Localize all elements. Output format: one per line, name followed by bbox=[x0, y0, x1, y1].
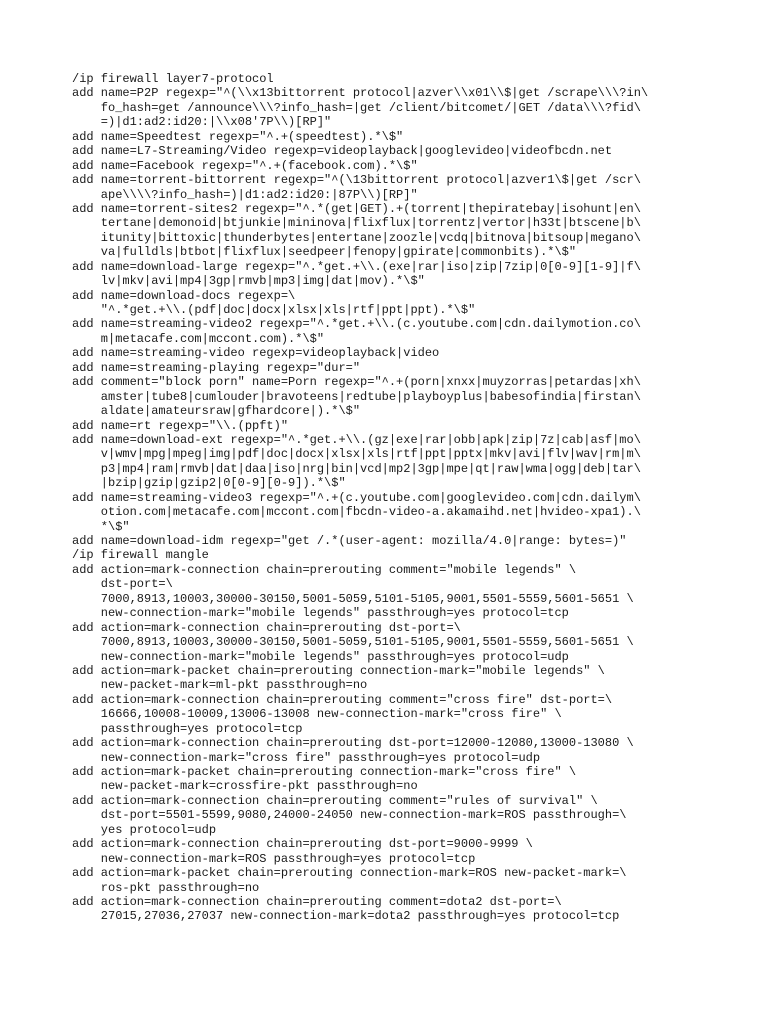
code-line: add name=download-docs regexp=\ bbox=[72, 288, 296, 303]
code-line: add action=mark-connection chain=prerouting dst-port=12000-12080,13000-13080 \ bbox=[72, 736, 634, 751]
code-line: /ip firewall mangle bbox=[72, 548, 209, 563]
code-line: ape\\\\?info_hash=)|d1:ad2:id20:|87P\\)[RP]" bbox=[72, 187, 418, 202]
code-line: add action=mark-connection chain=prerouting dst-port=9000-9999 \ bbox=[72, 837, 533, 852]
code-line: add name=download-idm regexp="get /.*(user-agent: mozilla/4.0|range: bytes=)" bbox=[72, 534, 627, 548]
code-line: 16666,10008-10009,13006-13008 new-connection-mark="cross fire" \ bbox=[72, 707, 562, 722]
code-line: add name=download-large regexp="^.*get.+\\.(exe|rar|iso|zip|7zip|0[0-9][1-9]|f\ bbox=[72, 259, 641, 274]
code-line: va|fulldls|btbot|flixflux|seedpeer|fenopy|gpirate|commonbits).*\$" bbox=[72, 245, 577, 260]
code-line: add name=streaming-video3 regexp="^.+(c.youtube.com|googlevideo.com|cdn.dailym\ bbox=[72, 490, 641, 505]
code-line: add name=streaming-video2 regexp="^.*get.+\\.(c.youtube.com|cdn.dailymotion.co\ bbox=[72, 317, 641, 332]
code-line: add name=streaming-playing regexp="dur=" bbox=[72, 360, 361, 375]
code-line: lv|mkv|avi|mp4|3gp|rmvb|mp3|img|dat|mov).*\$" bbox=[72, 274, 425, 289]
code-line: add name=P2P regexp="^(\\x13bittorrent protocol|azver\\x01\\$|get /scrape\\\?in\ bbox=[72, 86, 649, 101]
code-line: add name=torrent-bittorrent regexp="^(\13bittorrent protocol|azver1\$|get /scr\ bbox=[72, 173, 641, 188]
code-line: yes protocol=udp bbox=[72, 822, 217, 837]
code-line: m|metacafe.com|mccont.com).*\$" bbox=[72, 331, 325, 346]
code-line: /ip firewall layer7-protocol bbox=[72, 72, 274, 86]
code-line: 27015,27036,27037 new-connection-mark=dota2 passthrough=yes protocol=tcp bbox=[72, 909, 620, 924]
code-line: itunity|bittoxic|thunderbytes|entertane|zoozle|vcdq|bitnova|bitsoup|megano\ bbox=[72, 230, 641, 245]
code-line: add action=mark-connection chain=prerouting comment="rules of survival" \ bbox=[72, 793, 598, 808]
code-line: new-connection-mark="cross fire" passthrough=yes protocol=udp bbox=[72, 750, 541, 765]
code-line: add action=mark-connection chain=prerouting dst-port=\ bbox=[72, 620, 461, 635]
code-line: add name=download-ext regexp="^.*get.+\\.(gz|exe|rar|obb|apk|zip|7z|cab|asf|mo\ bbox=[72, 432, 641, 447]
config-code-block bbox=[72, 72, 672, 924]
code-line: new-connection-mark=ROS passthrough=yes protocol=tcp bbox=[72, 851, 476, 866]
code-line: add name=Speedtest regexp="^.+(speedtest).*\$" bbox=[72, 129, 404, 144]
code-line: add action=mark-packet chain=prerouting connection-mark=ROS new-packet-mark=\ bbox=[72, 866, 627, 881]
code-line: new-packet-mark=crossfire-pkt passthrough=no bbox=[72, 779, 418, 794]
code-line: "^.*get.+\\.(pdf|doc|docx|xlsx|xls|rtf|ppt|ppt).*\$" bbox=[72, 303, 476, 317]
code-line: add name=streaming-video regexp=videoplayback|video bbox=[72, 346, 440, 361]
code-line: new-connection-mark="mobile legends" passthrough=yes protocol=tcp bbox=[72, 606, 569, 621]
code-line: add name=torrent-sites2 regexp="^.*(get|GET).+(torrent|thepiratebay|isohunt|en\ bbox=[72, 201, 641, 216]
code-line: add action=mark-packet chain=prerouting connection-mark="cross fire" \ bbox=[72, 765, 577, 779]
code-line: new-packet-mark=ml-pkt passthrough=no bbox=[72, 678, 368, 693]
code-line: *\$" bbox=[72, 519, 130, 534]
code-line: aldate|amateursraw|gfhardcore|).*\$" bbox=[72, 404, 361, 419]
code-line: fo_hash=get /announce\\\?info_hash=|get /client/bitcomet/|GET /data\\\?fid\ bbox=[72, 100, 641, 115]
code-line: add action=mark-connection chain=prerouting comment=dota2 dst-port=\ bbox=[72, 894, 562, 909]
code-line: passthrough=yes protocol=tcp bbox=[72, 721, 303, 736]
code-line: v|wmv|mpg|mpeg|img|pdf|doc|docx|xlsx|xls|rtf|ppt|pptx|mkv|avi|flv|wav|rm|m\ bbox=[72, 447, 641, 462]
code-line: |bzip|gzip|gzip2|0[0-9][0-9]).*\$" bbox=[72, 476, 346, 491]
code-line: 7000,8913,10003,30000-30150,5001-5059,5101-5105,9001,5501-5559,5601-5651 \ bbox=[72, 635, 634, 650]
code-line: otion.com|metacafe.com|mccont.com|fbcdn-video-a.akamaihd.net|hvideo-xpa1).\ bbox=[72, 505, 641, 520]
code-line: add action=mark-connection chain=prerouting comment="cross fire" dst-port=\ bbox=[72, 692, 613, 707]
code-line: tertane|demonoid|btjunkie|mininova|flixflux|torrentz|vertor|h33t|btscene|b\ bbox=[72, 216, 641, 231]
code-line: 7000,8913,10003,30000-30150,5001-5059,5101-5105,9001,5501-5559,5601-5651 \ bbox=[72, 591, 634, 606]
code-line: new-connection-mark="mobile legends" passthrough=yes protocol=udp bbox=[72, 649, 569, 664]
code-line: =)|d1:ad2:id20:|\\x08'7P\\)[RP]" bbox=[72, 115, 332, 130]
code-line: p3|mp4|ram|rmvb|dat|daa|iso|nrg|bin|vcd|mp2|3gp|mpe|qt|raw|wma|ogg|deb|tar\ bbox=[72, 461, 641, 476]
code-line: add action=mark-packet chain=prerouting connection-mark="mobile legends" \ bbox=[72, 663, 605, 678]
code-line: add name=rt regexp="\\.(ppft)" bbox=[72, 418, 289, 433]
code-line: add comment="block porn" name=Porn regexp="^.+(porn|xnxx|muyzorras|petardas|xh\ bbox=[72, 375, 641, 390]
code-line: amster|tube8|cumlouder|bravoteens|redtube|playboyplus|babesofindia|firstan\ bbox=[72, 389, 641, 404]
code-line: add name=L7-Streaming/Video regexp=videoplayback|googlevideo|videofbcdn.net bbox=[72, 144, 613, 159]
code-line: add action=mark-connection chain=prerouting comment="mobile legends" \ bbox=[72, 562, 577, 577]
code-line: ros-pkt passthrough=no bbox=[72, 880, 260, 895]
code-line: add name=Facebook regexp="^.+(facebook.com).*\$" bbox=[72, 158, 418, 173]
code-line: dst-port=\ bbox=[72, 577, 173, 592]
code-line: dst-port=5501-5599,9080,24000-24050 new-connection-mark=ROS passthrough=\ bbox=[72, 808, 627, 823]
